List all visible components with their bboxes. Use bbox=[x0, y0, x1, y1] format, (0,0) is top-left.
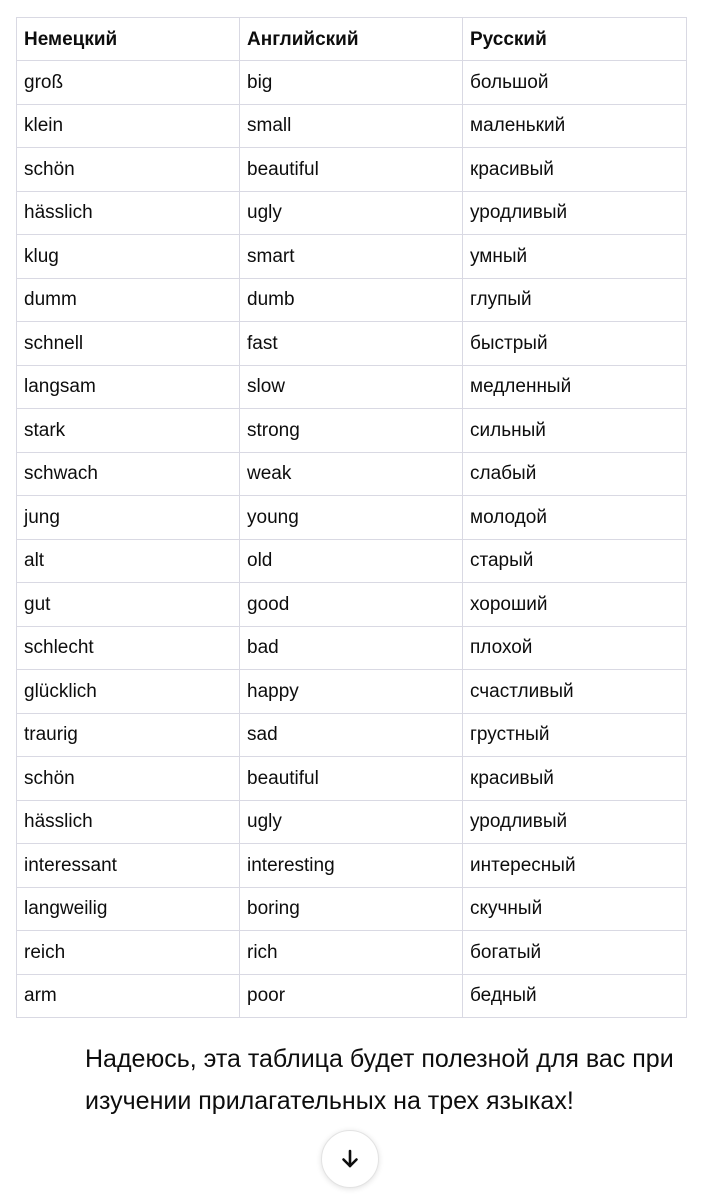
header-german: Немецкий bbox=[17, 18, 240, 61]
cell-german: gut bbox=[17, 583, 240, 627]
cell-russian: богатый bbox=[463, 931, 687, 975]
cell-german: groß bbox=[17, 61, 240, 105]
table-row bbox=[17, 452, 687, 496]
table-row bbox=[17, 626, 687, 670]
cell-german: hässlich bbox=[17, 191, 240, 235]
cell-german: schlecht bbox=[17, 626, 240, 670]
cell-russian: хороший bbox=[463, 583, 687, 627]
table-row bbox=[17, 887, 687, 931]
cell-english: beautiful bbox=[240, 148, 463, 192]
cell-russian: слабый bbox=[463, 452, 687, 496]
table-row bbox=[17, 974, 687, 1018]
cell-russian: бедный bbox=[463, 974, 687, 1018]
cell-russian: уродливый bbox=[463, 800, 687, 844]
cell-english: happy bbox=[240, 670, 463, 714]
cell-russian: молодой bbox=[463, 496, 687, 540]
vocabulary-table-container bbox=[16, 17, 686, 1018]
table-row bbox=[17, 322, 687, 366]
cell-german: schön bbox=[17, 757, 240, 801]
cell-english: weak bbox=[240, 452, 463, 496]
cell-russian: уродливый bbox=[463, 191, 687, 235]
cell-english: rich bbox=[240, 931, 463, 975]
table-row bbox=[17, 235, 687, 279]
cell-german: reich bbox=[17, 931, 240, 975]
cell-russian: глупый bbox=[463, 278, 687, 322]
cell-english: interesting bbox=[240, 844, 463, 888]
table-row bbox=[17, 278, 687, 322]
table-header-row bbox=[17, 18, 687, 61]
cell-russian: старый bbox=[463, 539, 687, 583]
table-row bbox=[17, 104, 687, 148]
table-row bbox=[17, 409, 687, 453]
cell-russian: красивый bbox=[463, 757, 687, 801]
table-row bbox=[17, 800, 687, 844]
cell-english: sad bbox=[240, 713, 463, 757]
table-row bbox=[17, 931, 687, 975]
table-row bbox=[17, 583, 687, 627]
cell-german: langweilig bbox=[17, 887, 240, 931]
table-row bbox=[17, 670, 687, 714]
table-row bbox=[17, 539, 687, 583]
cell-english: poor bbox=[240, 974, 463, 1018]
header-russian: Русский bbox=[463, 18, 687, 61]
cell-russian: скучный bbox=[463, 887, 687, 931]
cell-german: langsam bbox=[17, 365, 240, 409]
cell-english: fast bbox=[240, 322, 463, 366]
cell-english: big bbox=[240, 61, 463, 105]
cell-english: bad bbox=[240, 626, 463, 670]
cell-german: hässlich bbox=[17, 800, 240, 844]
cell-russian: умный bbox=[463, 235, 687, 279]
cell-german: traurig bbox=[17, 713, 240, 757]
arrow-down-icon bbox=[338, 1147, 362, 1171]
cell-russian: быстрый bbox=[463, 322, 687, 366]
table-body bbox=[17, 61, 687, 1018]
cell-english: good bbox=[240, 583, 463, 627]
cell-russian: плохой bbox=[463, 626, 687, 670]
cell-german: schön bbox=[17, 148, 240, 192]
table-row bbox=[17, 148, 687, 192]
cell-german: alt bbox=[17, 539, 240, 583]
table-row bbox=[17, 496, 687, 540]
cell-german: schwach bbox=[17, 452, 240, 496]
cell-german: glücklich bbox=[17, 670, 240, 714]
cell-russian: интересный bbox=[463, 844, 687, 888]
cell-english: small bbox=[240, 104, 463, 148]
cell-russian: красивый bbox=[463, 148, 687, 192]
cell-english: young bbox=[240, 496, 463, 540]
closing-message: Надеюсь, эта таблица будет полезной для вас при изучении прилагательных на трех языках! bbox=[85, 1045, 674, 1115]
vocabulary-table bbox=[16, 17, 687, 1018]
table-row bbox=[17, 757, 687, 801]
cell-german: arm bbox=[17, 974, 240, 1018]
cell-russian: медленный bbox=[463, 365, 687, 409]
cell-russian: сильный bbox=[463, 409, 687, 453]
table-row bbox=[17, 365, 687, 409]
table-row bbox=[17, 61, 687, 105]
cell-german: schnell bbox=[17, 322, 240, 366]
cell-german: stark bbox=[17, 409, 240, 453]
cell-english: ugly bbox=[240, 800, 463, 844]
cell-english: slow bbox=[240, 365, 463, 409]
table-row bbox=[17, 713, 687, 757]
cell-english: ugly bbox=[240, 191, 463, 235]
cell-german: dumm bbox=[17, 278, 240, 322]
cell-german: klein bbox=[17, 104, 240, 148]
cell-english: dumb bbox=[240, 278, 463, 322]
cell-russian: счастливый bbox=[463, 670, 687, 714]
cell-german: interessant bbox=[17, 844, 240, 888]
cell-english: smart bbox=[240, 235, 463, 279]
cell-german: klug bbox=[17, 235, 240, 279]
scroll-to-bottom-button[interactable] bbox=[321, 1130, 379, 1188]
cell-russian: маленький bbox=[463, 104, 687, 148]
header-english: Английский bbox=[240, 18, 463, 61]
cell-russian: грустный bbox=[463, 713, 687, 757]
table-row bbox=[17, 191, 687, 235]
cell-russian: большой bbox=[463, 61, 687, 105]
cell-english: boring bbox=[240, 887, 463, 931]
cell-english: beautiful bbox=[240, 757, 463, 801]
table-row bbox=[17, 844, 687, 888]
cell-english: strong bbox=[240, 409, 463, 453]
cell-english: old bbox=[240, 539, 463, 583]
cell-german: jung bbox=[17, 496, 240, 540]
